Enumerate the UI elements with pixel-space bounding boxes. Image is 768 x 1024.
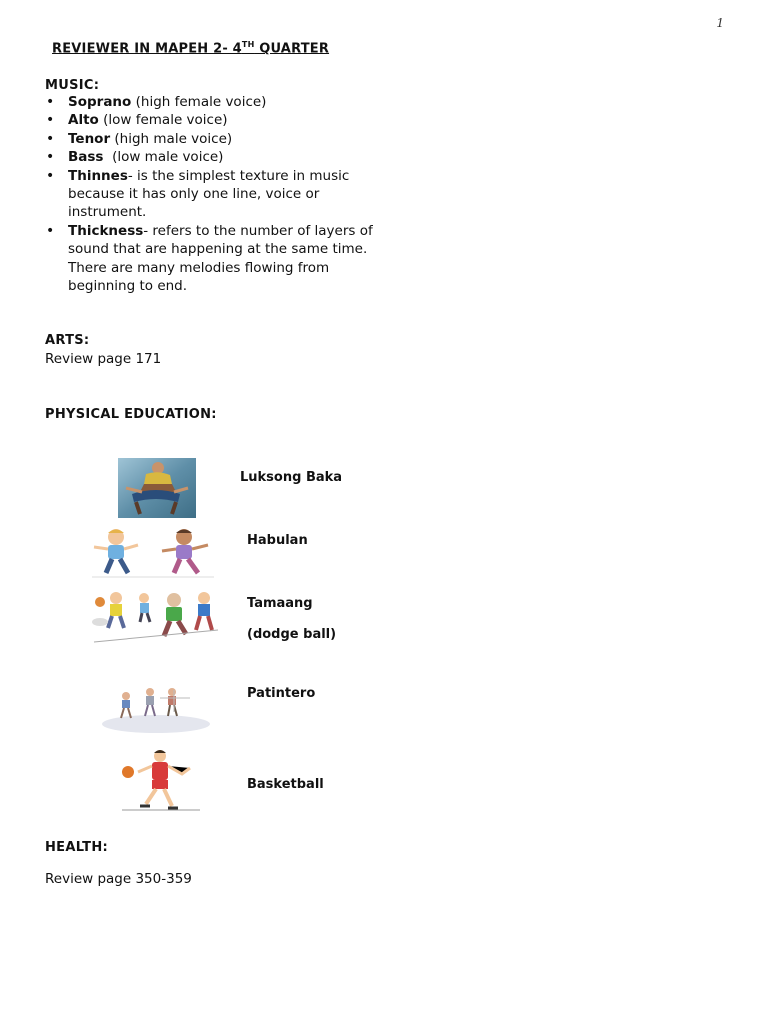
patintero-kids-illustration (100, 684, 212, 734)
music-term: Bass (68, 149, 104, 166)
music-desc: (high male voice) (110, 130, 233, 147)
document-title (52, 40, 329, 56)
music-item-tenor (45, 130, 375, 148)
music-item-thickness (45, 222, 375, 296)
dodgeball-kids-illustration (90, 588, 222, 646)
title-superscript: TH (241, 40, 255, 49)
game-label-tamaang: Tamaang (247, 596, 313, 611)
music-item-thinnes (45, 167, 375, 222)
music-term: Thickness (68, 222, 144, 239)
leapfrog-photo (118, 458, 196, 518)
health-text: Review page 350-359 (45, 871, 192, 887)
music-desc: - refers to the number of layers of sound that are happening at the same time. There are many melodies flowing from beginning to end. (68, 222, 373, 295)
music-term: Alto (68, 112, 99, 129)
arts-text: Review page 171 (45, 351, 162, 367)
music-item-bass (45, 148, 375, 166)
chasing-kids-illustration (88, 527, 218, 579)
music-desc: (high female voice) (131, 94, 267, 110)
game-label-patintero: Patintero (247, 686, 316, 701)
music-list (45, 93, 375, 295)
music-item-soprano (45, 93, 375, 111)
health-heading: HEALTH: (45, 840, 108, 855)
basketball-player-illustration (116, 748, 202, 812)
game-label-dodge-ball: (dodge ball) (247, 627, 337, 642)
music-item-alto (45, 111, 375, 129)
title-tail: QUARTER (254, 41, 330, 57)
game-label-luksong-baka: Luksong Baka (240, 470, 343, 485)
music-heading: MUSIC: (45, 78, 100, 93)
arts-heading: ARTS: (45, 333, 90, 348)
music-term: Soprano (68, 94, 132, 110)
game-label-habulan: Habulan (247, 533, 308, 548)
music-desc: - is the simplest texture in music because it has only one line, voice or instrument. (68, 167, 350, 221)
game-label-basketball: Basketball (247, 777, 324, 792)
page-number: 1 (716, 16, 724, 30)
pe-heading: PHYSICAL EDUCATION: (45, 407, 217, 422)
music-term: Thinnes (68, 167, 128, 184)
music-term: Tenor (68, 130, 111, 147)
title-main: REVIEWER IN MAPEH 2- 4 (52, 41, 242, 57)
music-desc: (low male voice) (103, 149, 224, 166)
music-desc: (low female voice) (98, 112, 228, 129)
